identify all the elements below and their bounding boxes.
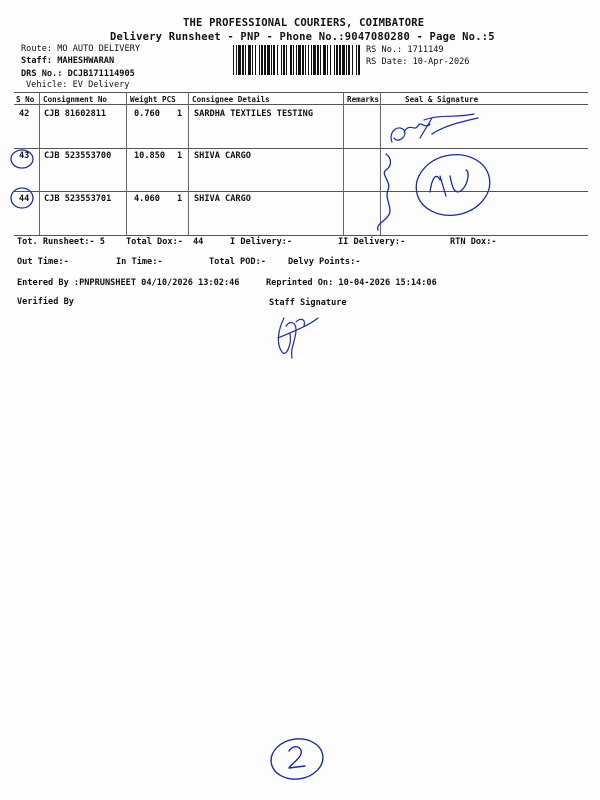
entered-by: Entered By :PNPRUNSHEET 04/10/2026 13:02:46 [17,278,240,288]
drs-number: DRS No.: DCJB171114905 [21,69,135,79]
col-header-consignee: Consignee Details [192,95,270,104]
rs-date: RS Date: 10-Apr-2026 [366,57,470,67]
rtn-dox: RTN Dox:- [450,237,497,247]
i-delivery: I Delivery:- [230,237,293,247]
route-text: Route: MO AUTO DELIVERY [21,44,140,54]
row-consignee: SHIVA CARGO [194,194,251,204]
row-consignee: SHIVA CARGO [194,151,251,161]
row-consignment: CJB 81602811 [44,109,107,119]
col-header-remarks: Remarks [347,95,380,104]
ii-delivery: II Delivery:- [338,237,406,247]
page-circle-digit [289,747,305,768]
reprinted-on: Reprinted On: 10-04-2026 15:14:06 [266,278,437,288]
row-consignee: SARDHA TEXTILES TESTING [194,109,313,119]
out-time: Out Time:- [17,257,69,267]
signature-row-42 [391,114,478,142]
delvy-points: Delvy Points:- [288,257,361,267]
staff-signature-scribble [278,318,318,358]
staff-signature-label: Staff Signature [269,298,347,308]
col-header-consignment: Consignment No [43,95,108,104]
row-sno: 43 [19,151,30,161]
row-weight: 0.760 [134,109,160,119]
circle-mark-43 [11,150,33,168]
vehicle-text: Vehicle: EV Delivery [26,80,130,90]
bracket-mark [378,154,391,230]
row-weight: 10.850 [134,151,166,161]
row-pcs: 1 [177,151,183,161]
row-consignment: CJB 523553701 [44,194,112,204]
tot-runsheet: Tot. Runsheet:- 5 [17,237,105,247]
seal-circle [411,148,496,222]
seal-text [430,170,468,196]
in-time: In Time:- [116,257,163,267]
col-header-seal-signature: Seal & Signature [405,95,479,104]
runsheet-subtitle: Delivery Runsheet - PNP - Phone No.:9047080280 - Page No.:5 [110,31,495,43]
staff-text: Staff: MAHESHWARAN [21,56,115,66]
verified-by: Verified By [17,297,74,307]
circle-mark-44 [11,188,33,208]
rs-number: RS No.: 1711149 [366,45,444,55]
total-dox-label: Total Dox:- [126,237,183,247]
row-pcs: 1 [177,194,183,204]
col-header-sno: S No [16,95,35,104]
col-header-weight-pcs: Weight PCS [130,95,176,104]
row-weight: 4.060 [134,194,160,204]
total-pod: Total POD:- [209,257,266,267]
row-consignment: CJB 523553700 [44,151,112,161]
total-dox-value: 44 [193,237,204,247]
row-pcs: 1 [177,109,183,119]
company-title: THE PROFESSIONAL COURIERS, COIMBATORE [183,17,425,29]
row-sno: 42 [19,109,30,119]
row-sno: 44 [19,194,30,204]
